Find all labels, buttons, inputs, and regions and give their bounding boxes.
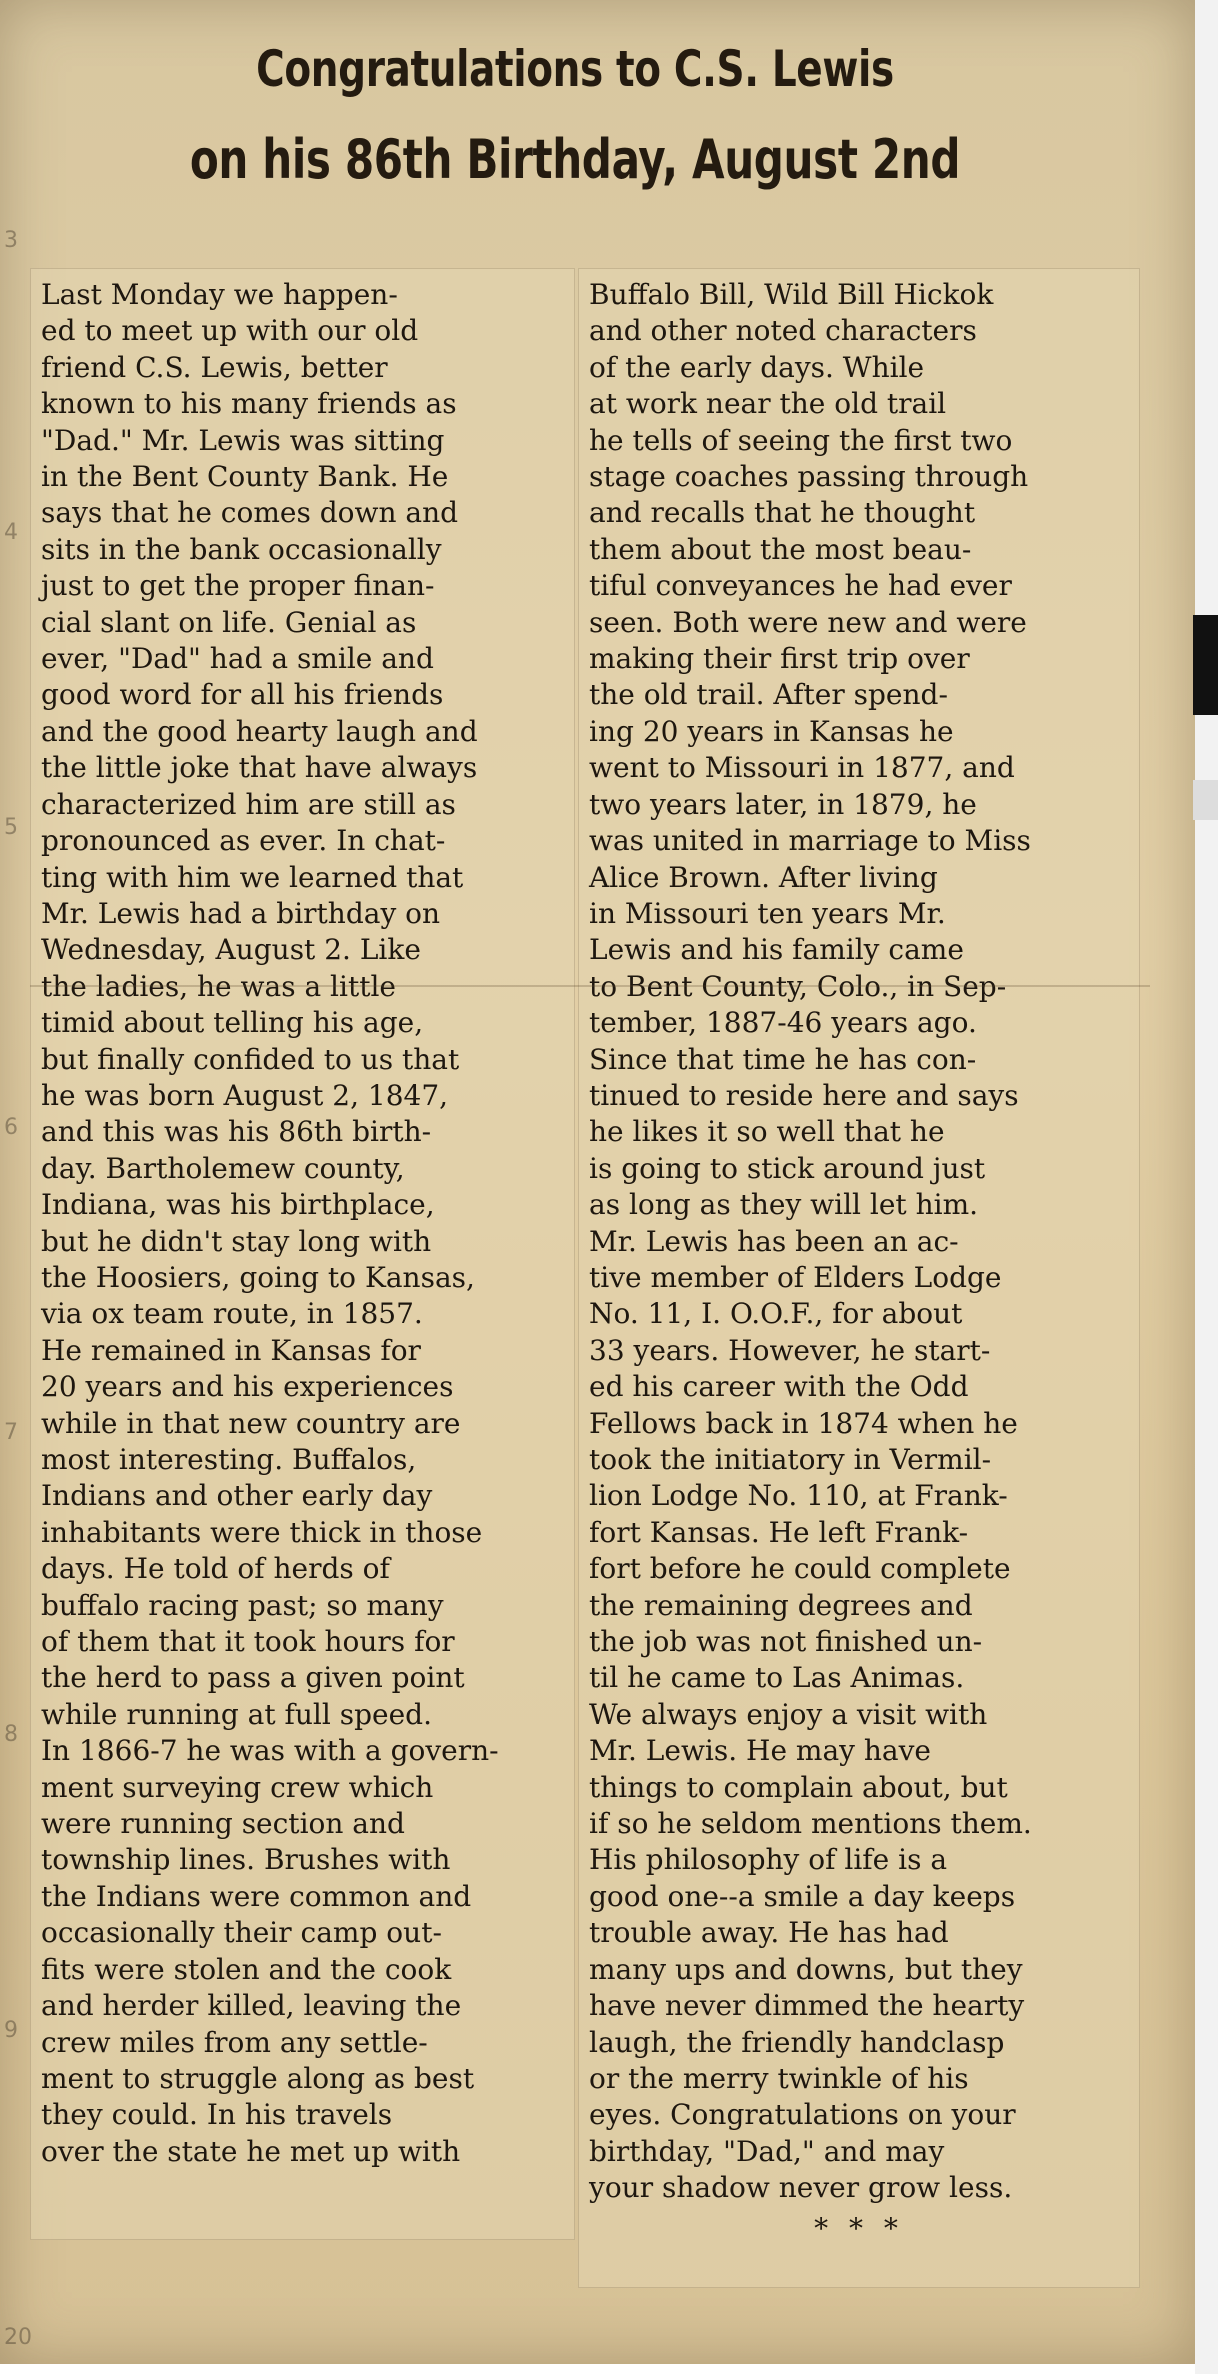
- article-paragraph-2: Mr. Lewis has been an ac- tive member of Elders Lodge No. 11, I. O.O.F., for about 33 years. However, he start- ed his career with the Odd Fellows back in 1874 when he took the initiatory in Vermil- lion Lodge No. 110, at Frank- fort Kansas. He left Frank- fort before he could complete the remaining degrees and the job was not finished un- til he came to Las Animas.: [589, 1224, 1018, 1695]
- headline-line-2: on his 86th Birthday, August 2nd: [189, 128, 961, 191]
- margin-number: 5: [4, 815, 18, 840]
- article-paragraph-1-continued: Buffalo Bill, Wild Bill Hickok and other noted characters of the early days. While at work near the old trail he tells of seeing the first two stage coaches passing through and recalls that he thought them about the most beau- tiful conveyances he had ever seen. Both were new and were making their first trip over the old trail. After spend- ing 20 years in Kansas he went to Missouri in 1877, and two years later, in 1879, he was united in marriage to Miss Alice Brown. After living in Missouri ten years Mr. Lewis and his family came to Bent County, Colo., in Sep- tember, 1887-46 years ago. Since that time he has con- tinued to reside here and says he likes it so well that he is going to stick around just as long as they will let him.: [589, 278, 1031, 1222]
- margin-number: 6: [4, 1115, 18, 1140]
- article-paragraph-3: We always enjoy a visit with Mr. Lewis. He may have things to complain about, but if so he seldom mentions them. His philosophy of life is a good one--a smile a day keeps trouble away. He has had many ups and downs, but they have never dimmed the hearty laugh, the friendly handclasp or the merry twinkle of his eyes. Congratulations on your birthday, "Dad," and may your shadow never grow less.: [589, 1697, 1032, 2205]
- margin-number: 20: [4, 2325, 32, 2350]
- headline-line-1: Congratulations to C.S. Lewis: [256, 40, 894, 98]
- article-column-right: [578, 268, 1140, 2288]
- article-paragraph-1: Last Monday we happen- ed to meet up with our old friend C.S. Lewis, better known to his many friends as "Dad." Mr. Lewis was sitting in the Bent County Bank. He says that he comes down and sits in the bank occasionally just to get the proper finan- cial slant on life. Genial as ever, "Dad" had a smile and good word for all his friends and the good hearty laugh and the little joke that have always characterized him are still as pronounced as ever. In chat- ting with him we learned that Mr. Lewis had a birthday on Wednesday, August 2. Like the ladies, he was a little timid about telling his age, but finally confided to us that he was born August 2, 1847, and this was his 86th birth- day. Bartholemew county, Indiana, was his birthplace, but he didn't stay long with the Hoosiers, going to Kansas, via ox team route, in 1857. He remained in Kansas for 20 years and his experiences while in that new country are most interesting. Buffalos, Indians and other early day inhabitants were thick in those days. He told of herds of buffalo racing past; so many of them that it took hours for the herd to pass a given point while running at full speed. In 1866-7 he was with a govern- ment surveying crew which were running section and township lines. Brushes with the Indians were common and occasionally their camp out- fits were stolen and the cook and herder killed, leaving the crew miles from any settle- ment to struggle along as best they could. In his travels over the state he met up with: [41, 278, 499, 2168]
- margin-number: 3: [4, 228, 18, 253]
- ending-mark: * * *: [814, 2211, 904, 2245]
- margin-number: 8: [4, 1722, 18, 1747]
- scan-edge-mark: [1193, 615, 1218, 715]
- scan-background-strip: [1195, 0, 1218, 2374]
- fold-crease: [30, 985, 1150, 987]
- margin-number: 7: [4, 1420, 18, 1445]
- margin-number: 4: [4, 520, 18, 545]
- article-column-left: [30, 268, 575, 2240]
- scan-edge-mark: [1193, 780, 1218, 820]
- margin-number: 9: [4, 2018, 18, 2043]
